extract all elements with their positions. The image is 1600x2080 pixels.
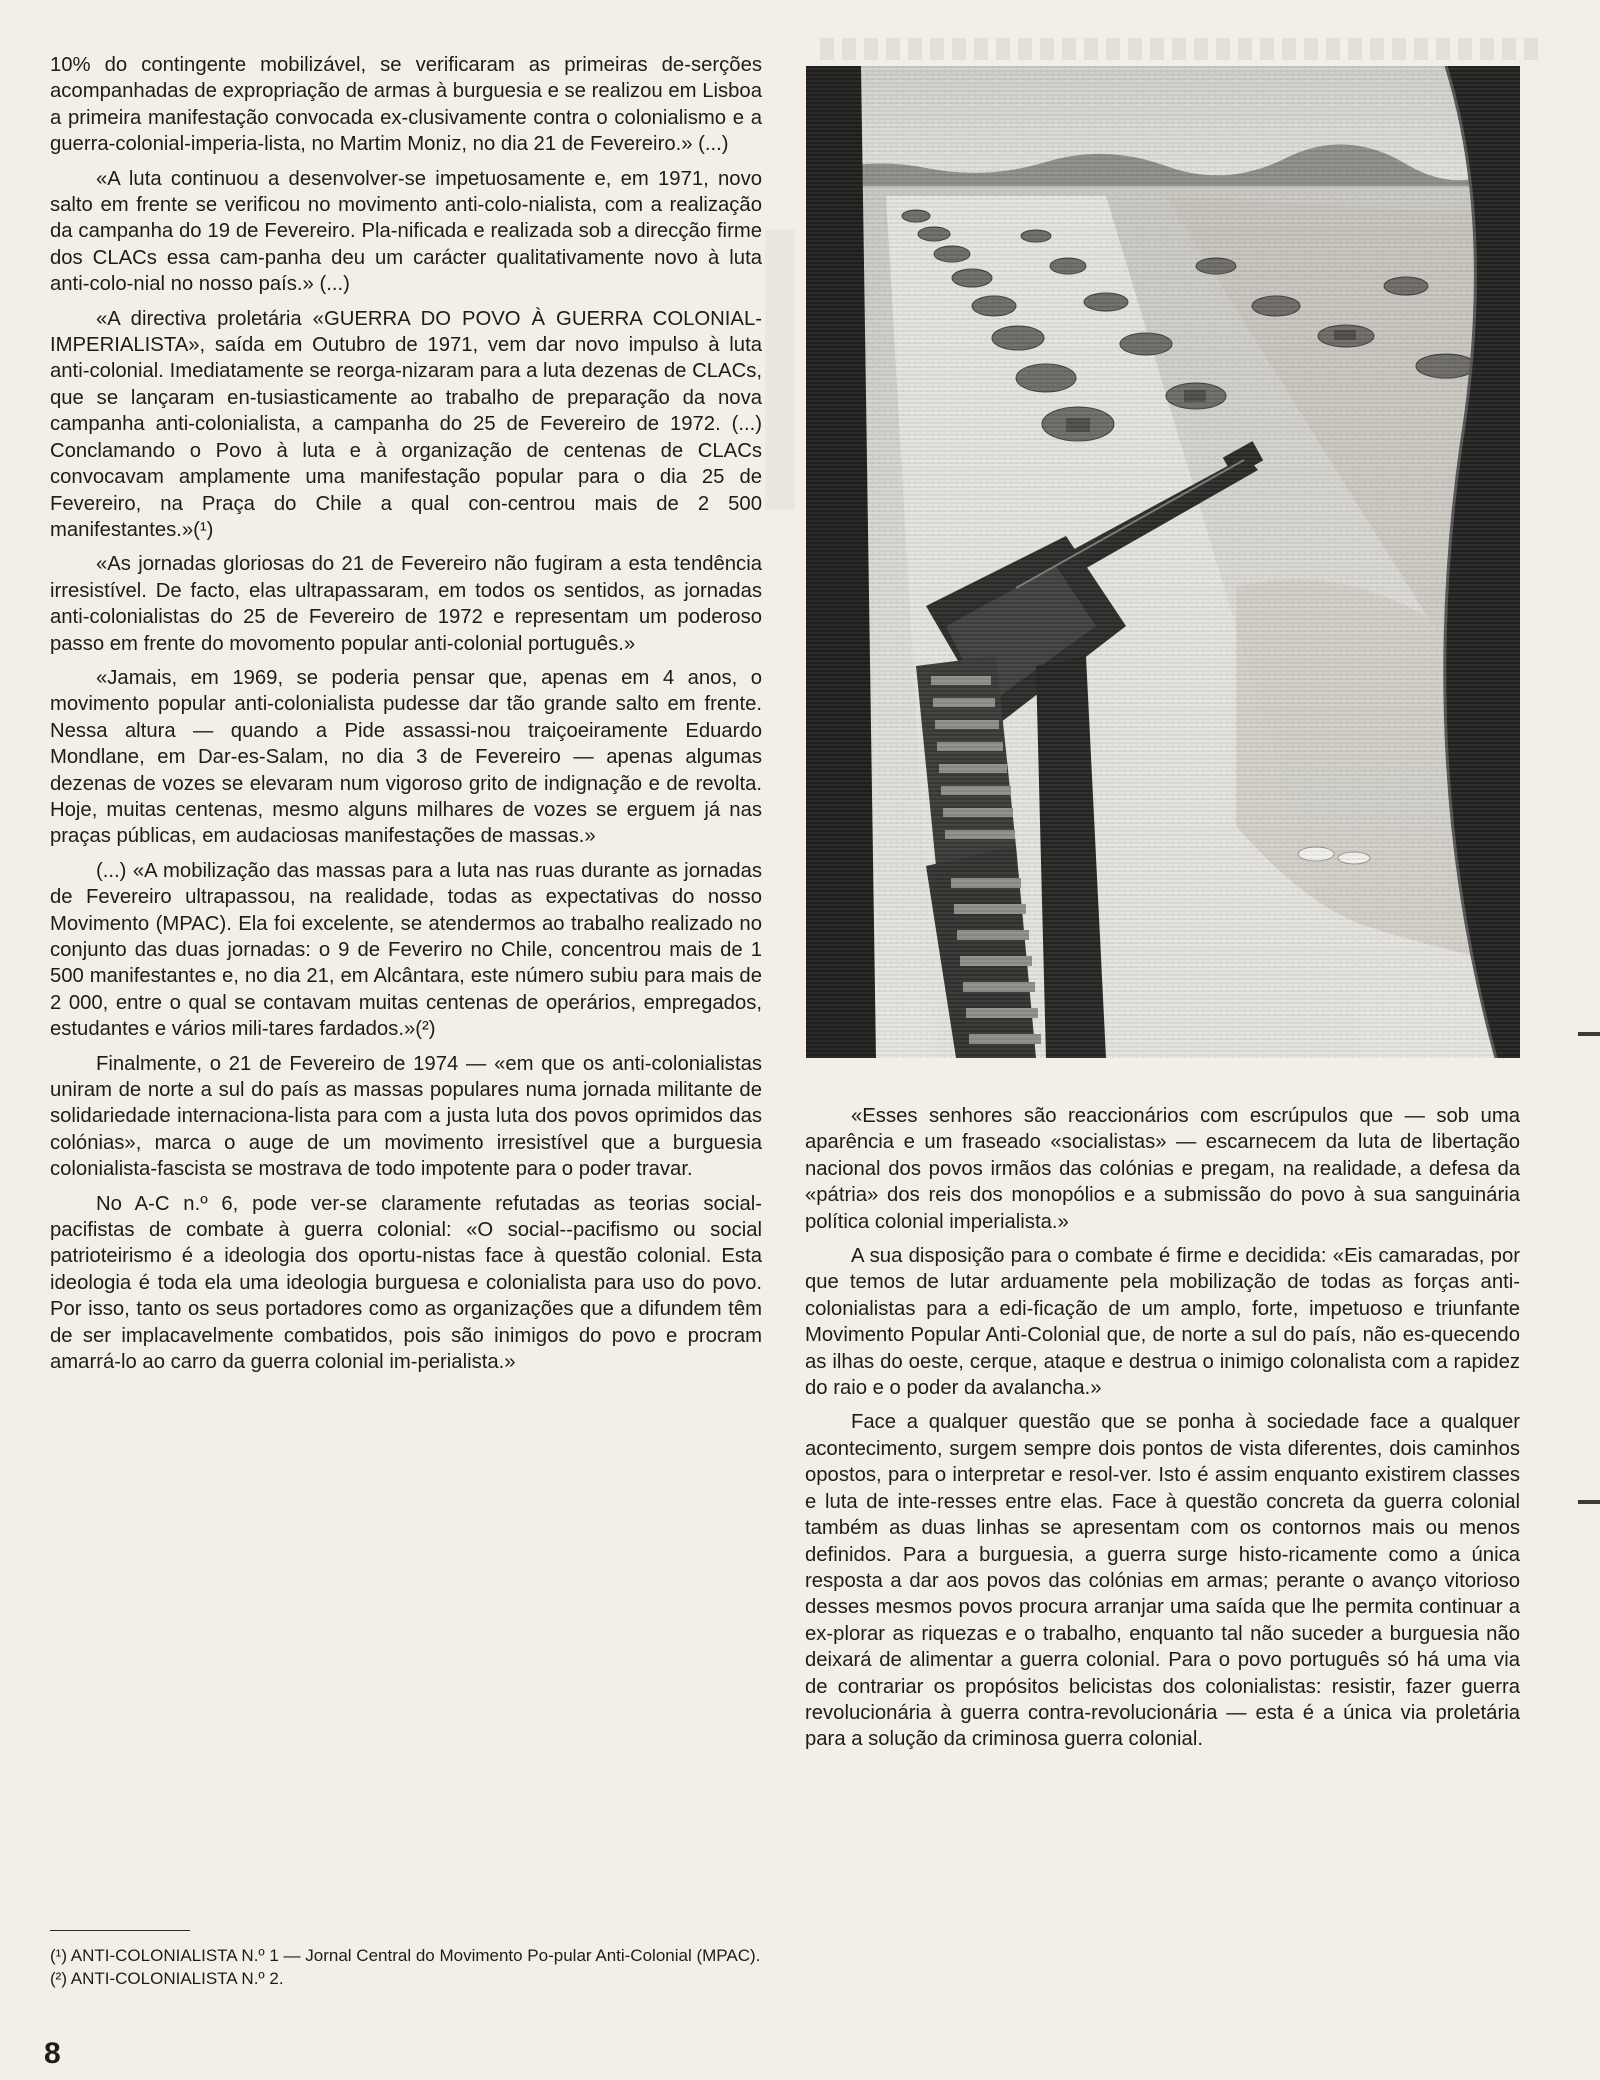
helicopter-machine-gun-over-village-photo <box>806 66 1520 1058</box>
paragraph: «A luta continuou a desenvolver-se impetuosamente e, em 1971, novo salto em frente se verificou no movimento anti-colo-nialista, com a realização da campanha do 19 de Fevereiro. Pla-nificada e realizada sob a direcção firme dos CLACs essa cam-panha deu um carácter qualitativamente novo à luta anti-colo-nial no nosso país.» (...) <box>50 167 762 296</box>
page-number: 8 <box>44 2037 61 2070</box>
paragraph: «A directiva proletária «GUERRA DO POVO À GUERRA COLONIAL-IMPERIALISTA», saída em Outubro de 1971, vem dar novo impulso à luta anti-colonial. Imediatamente se reorga-nizaram para a luta dezenas de CLACs, que se lançaram en-tusiasticamente ao trabalho de preparação da nova campanha anti-colonialista, a campanha do 25 de Fevereiro de 1972. (...) Conclamando o Povo à luta e à organização de centenas de CLACs convocavam amplamente uma manifestação popular para o dia 25 de Fevereiro, na Praça do Chile a qual con-centrou mais de 2 500 manifestantes.»(¹) <box>50 307 762 541</box>
paragraph: No A-C n.º 6, pode ver-se claramente refutadas as teorias social-pacifistas de combate à guerra colonial: «O social--pacifismo ou social patrioteirismo é a ideologia dos oportu-nistas face à questão colonial. Esta ideologia é toda ela uma ideologia burguesa e colonialista para uso do povo. Por isso, tanto os seus portadores como as organizações que a difundem têm de ser implacavelmente combatidos, pois são inimigos do povo e procram amarrá-lo ao carro da guerra colonial im-perialista.» <box>50 1192 762 1374</box>
show-through-text <box>820 38 1540 60</box>
paragraph: 10% do contingente mobilizável, se verificaram as primeiras de-serções acompanhadas de expropriação de armas à burguesia e se realizou em Lisboa a primeira manifestação convocada ex-clusivamente contra o colonialismo e a guerra-colonial-imperia-lista, no Martim Moniz, no dia 21 de Fevereiro.» (...) <box>50 54 762 156</box>
footnote-divider <box>50 1930 190 1931</box>
paragraph: «Jamais, em 1969, se poderia pensar que, apenas em 4 anos, o movimento popular anti-colonialista pudesse dar tão grande salto em frente. Nessa altura — quando a Pide assassi-nou traiçoeiramente Eduardo Mondlane, em Dar-es-Salam, no dia 3 de Fevereiro — apenas algumas dezenas de vozes se elevaram num vigoroso grito de indignação e de revolta. Hoje, muitas centenas, mesmo alguns milhares de vozes se erguem já nas praças públicas, em audaciosas manifestações de massas.» <box>50 666 762 848</box>
photo-drawing <box>806 66 1520 1058</box>
binding-mark <box>1578 1500 1600 1504</box>
paragraph: A sua disposição para o combate é firme e decidida: «Eis camaradas, por que temos de lutar arduamente pela mobilização de todas as forças anti-colonialistas para a edi-ficação de um amplo, forte, impetuoso e triunfante Movimento Popular Anti-Colonial que, de norte a sul do país, não es-quecendo as ilhas do oeste, cerque, ataque e destrua o inimigo colonalista com a rapidez do raio e o poder da avalancha.» <box>805 1245 1520 1400</box>
paragraph: «As jornadas gloriosas do 21 de Fevereiro não fugiram a esta tendência irresistível. De facto, elas ultrapassaram, em todos os sentidos, as jornadas anti-colonialistas do 25 de Fevereiro de 1972 e representam um poderoso passo em frente do movomento popular anti-colonial português.» <box>50 553 762 655</box>
paragraph: «Esses senhores são reaccionários com escrúpulos que — sob uma aparência e um fraseado «socialistas» — escarnecem da luta de libertação nacional dos povos irmãos das colónias e pregam, na realidade, a defesa da «pátria» dos reis dos monopólios e a submissão do povo à sua sanguinária política colonial imperialista.» <box>805 1105 1520 1233</box>
footnotes <box>50 1930 762 1991</box>
footnote: (²) ANTI-COLONIALISTA N.º 2. <box>50 1969 284 1988</box>
right-text-column <box>805 1103 1520 1761</box>
paragraph: Face a qualquer questão que se ponha à sociedade face a qualquer acontecimento, surgem sempre dois pontos de vista diferentes, dois caminhos opostos, para o interpretar e resol-ver. Isto é assim enquanto existirem classes e luta de inte-resses entre elas. Face à questão concreta da guerra colonial também as duas linhas se apresentam com os contornos mais ou menos definidos. Para a burguesia, a guerra surge histo-ricamente como a única resposta a dar aos povos das colónias em armas; perante o avanço vitorioso desses mesmos povos procura arranjar uma saída que lhe permita continuar a ex-plorar as riquezas e o trabalho, enquanto tal não suceder a burguesia não deixará de alimentar a guerra colonial. Para o povo português só há uma via de contrariar os propósitos belicistas dos colonialistas: resistir, fazer guerra revolucionária à guerra contra-revolucionária — esta é a única via proletária para a solução da criminosa guerra colonial. <box>805 1411 1520 1751</box>
paragraph: Finalmente, o 21 de Fevereiro de 1974 — «em que os anti-colonialistas uniram de norte a sul do país as massas populares numa jornada militante de solidariedade internaciona-lista para com a justa luta dos povos oprimidos das colónias», marca o auge de um movimento irresistível que a burguesia colonialista-fascista se mostrava de todo impotente para o poder travar. <box>50 1052 762 1181</box>
footnote: (¹) ANTI-COLONIALISTA N.º 1 — Jornal Central do Movimento Po-pular Anti-Colonial (MPAC). <box>50 1946 761 1965</box>
left-text-column <box>50 52 762 1384</box>
show-through-text <box>765 230 795 510</box>
binding-mark <box>1578 1032 1600 1036</box>
paragraph: (...) «A mobilização das massas para a luta nas ruas durante as jornadas de Fevereiro ultrapassou, na realidade, todas as expectativas do nosso Movimento (MPAC). Ela foi excelente, se atendermos ao trabalho realizado no conjunto das duas jornadas: o 9 de Feveriro no Chile, concentrou mais de 1 500 manifestantes e, no dia 21, em Alcântara, este número subiu para mais de 2 000, entre o qual se contavam muitas centenas de operários, empregados, estudantes e vários mili-tares fardados.»(²) <box>50 859 762 1041</box>
